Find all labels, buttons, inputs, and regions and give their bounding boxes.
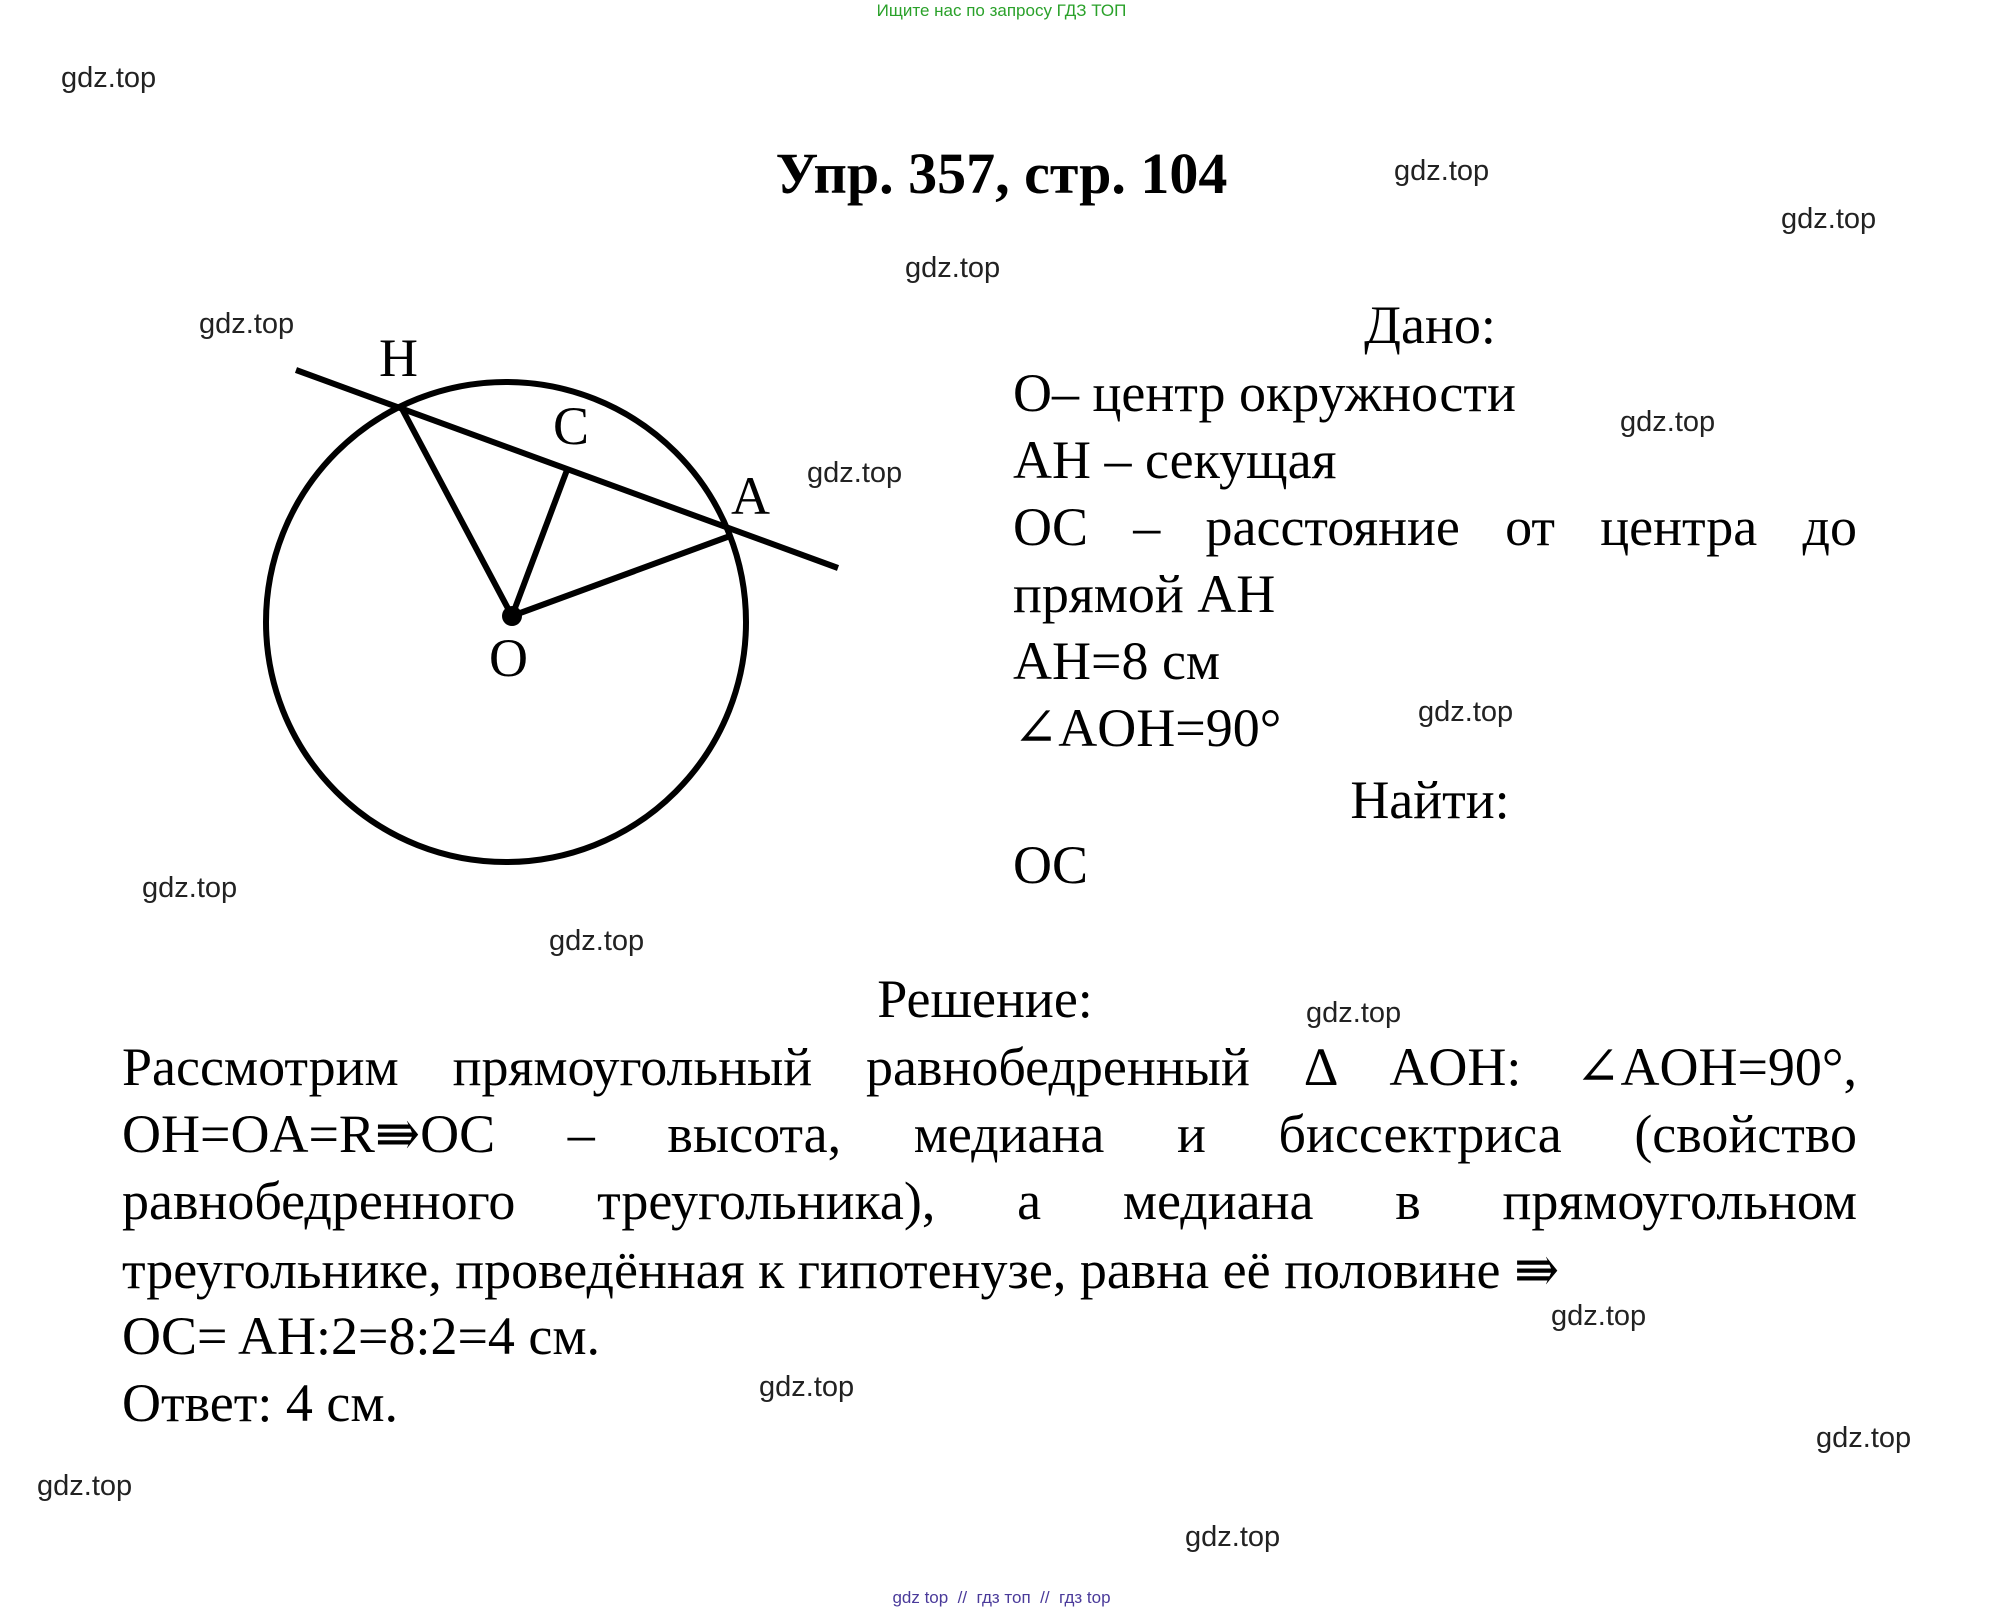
watermark: gdz.top xyxy=(199,308,295,340)
find-value: OC xyxy=(1013,835,1089,895)
point-label-o: O xyxy=(489,628,528,688)
given-line-center: O– центр окружности xyxy=(1013,363,1516,423)
watermark: gdz.top xyxy=(1306,997,1402,1029)
watermark: gdz.top xyxy=(1394,155,1490,187)
watermark: gdz.top xyxy=(142,872,238,904)
watermark: gdz.top xyxy=(1551,1300,1647,1332)
watermark: gdz.top xyxy=(905,252,1001,284)
watermark: gdz.top xyxy=(61,62,157,94)
given-line-angle: ∠AOH=90° xyxy=(1013,698,1282,758)
watermark: gdz.top xyxy=(1781,203,1877,235)
watermark: gdz.top xyxy=(37,1470,133,1502)
solution-line-2: OH=OA=R⇛OC – высота, медиана и биссектриса (свойство xyxy=(122,1104,1857,1164)
top-banner: Ищите нас по запросу ГДЗ ТОП xyxy=(876,1,1127,20)
solution-line-1: Рассмотрим прямоугольный равнобедренный Δ AOH: ∠AOH=90°, xyxy=(122,1037,1857,1097)
watermark: gdz.top xyxy=(1418,696,1514,728)
footer-links: gdz top // гдз топ // гдз top xyxy=(892,1588,1111,1607)
center-point-o xyxy=(502,606,522,626)
segment-oa xyxy=(512,536,730,616)
given-line-distance-cont: прямой AH xyxy=(1013,564,1276,624)
watermark: gdz.top xyxy=(1816,1422,1912,1454)
segment-oc xyxy=(512,470,567,616)
answer-line: Ответ: 4 см. xyxy=(122,1373,398,1433)
point-label-c: C xyxy=(553,396,590,456)
solution-line-4: треугольнике, проведённая к гипотенузе, равна её половине ⇛ xyxy=(122,1240,1560,1300)
watermark: gdz.top xyxy=(1185,1521,1281,1553)
watermark: gdz.top xyxy=(807,457,903,489)
given-line-distance: OC – расстояние от центра до xyxy=(1013,497,1857,557)
point-label-a: A xyxy=(731,466,770,526)
solution-heading: Решение: xyxy=(877,969,1093,1029)
watermark: gdz.top xyxy=(1620,406,1716,438)
point-label-h: H xyxy=(379,328,418,388)
exercise-title: Упр. 357, стр. 104 xyxy=(775,141,1228,206)
segment-oh xyxy=(400,405,512,616)
watermark: gdz.top xyxy=(549,925,645,957)
circle-secant-diagram xyxy=(0,0,903,900)
solution-line-5: OC= AH:2=8:2=4 см. xyxy=(122,1306,601,1366)
given-line-ah-length: AH=8 см xyxy=(1013,631,1221,691)
watermark: gdz.top xyxy=(759,1371,855,1403)
solution-line-3: равнобедренного треугольника), а медиана в прямоугольном xyxy=(122,1171,1857,1231)
given-heading: Дано: xyxy=(1364,295,1496,355)
find-heading: Найти: xyxy=(1350,770,1510,830)
given-line-secant: AH – секущая xyxy=(1013,430,1337,490)
